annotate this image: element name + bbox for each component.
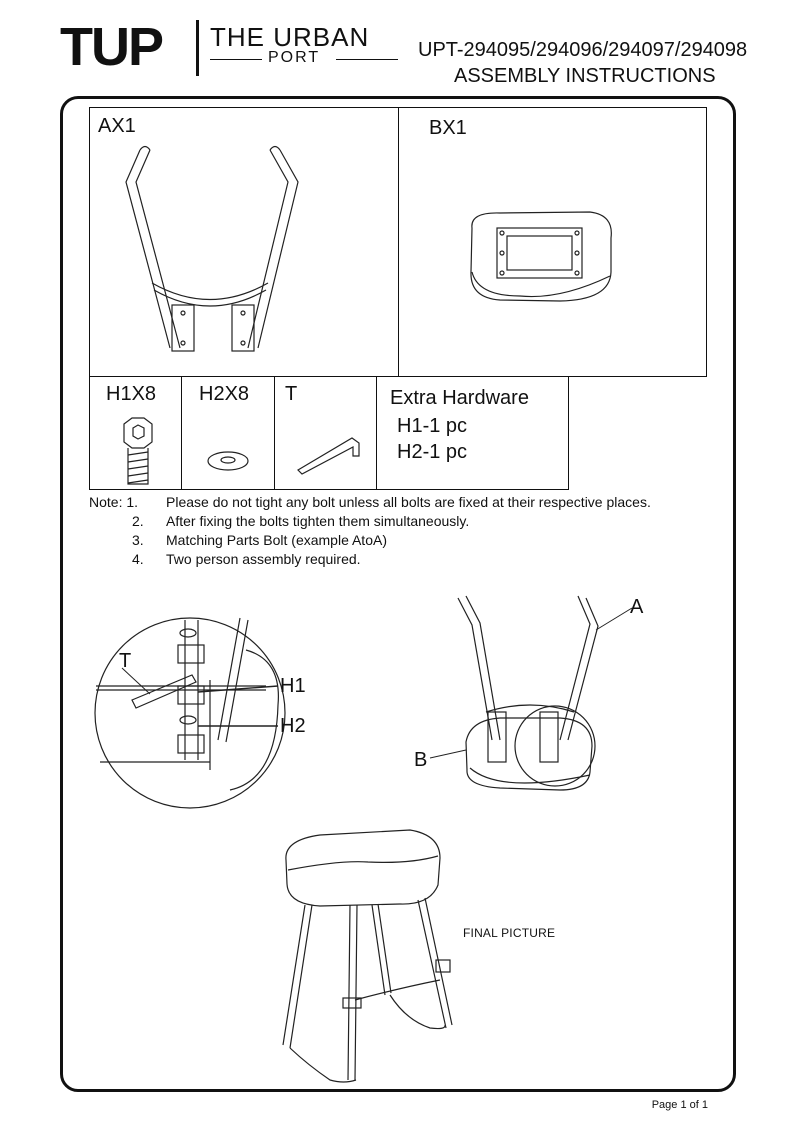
extra-hardware-item: H1-1 pc — [397, 415, 468, 437]
bolt-drawing — [124, 418, 152, 484]
washer-drawing — [208, 452, 248, 470]
note-number: 4. — [132, 551, 144, 567]
page-number: Page 1 of 1 — [651, 1099, 708, 1111]
hardware-label-tool: T — [285, 383, 298, 405]
callout-seat: B — [414, 749, 428, 771]
seat-part-drawing — [471, 212, 611, 301]
callout-bolt: H1 — [280, 675, 306, 697]
document-title: ASSEMBLY INSTRUCTIONS — [454, 65, 716, 87]
assembly-overview-drawing — [430, 596, 632, 790]
brand-name-bottom: PORT — [268, 49, 321, 66]
extra-hardware-item: H2-1 pc — [397, 441, 468, 463]
detail-zoom-drawing — [95, 618, 285, 808]
note-text: Please do not tight any bolt unless all bolts are fixed at their respective places. — [166, 494, 651, 510]
frame-part-drawing — [126, 147, 298, 352]
final-picture-caption: FINAL PICTURE — [463, 926, 556, 940]
callout-washer: H2 — [280, 715, 306, 737]
note-prefix: Note: 1. — [89, 494, 139, 510]
extra-hardware-title: Extra Hardware — [390, 387, 529, 409]
allen-key-drawing — [298, 438, 359, 474]
note-number: 3. — [132, 532, 144, 548]
callout-frame: A — [630, 596, 644, 618]
note-number: 2. — [132, 513, 144, 529]
callout-tool: T — [119, 650, 132, 672]
brand-name-top: THE URBAN — [210, 22, 370, 52]
note-text: Matching Parts Bolt (example AtoA) — [166, 532, 387, 548]
hardware-label-washer: H2X8 — [199, 383, 250, 405]
part-label-seat: BX1 — [429, 117, 467, 139]
model-numbers: UPT-294095/294096/294097/294098 — [418, 39, 748, 61]
final-stool-drawing — [283, 830, 452, 1082]
note-text: After fixing the bolts tighten them simultaneously. — [166, 513, 470, 529]
brand-logo-mark: TUP — [60, 17, 162, 77]
note-text: Two person assembly required. — [166, 551, 361, 567]
hardware-label-bolt: H1X8 — [106, 383, 157, 405]
part-label-frame: AX1 — [98, 115, 136, 137]
